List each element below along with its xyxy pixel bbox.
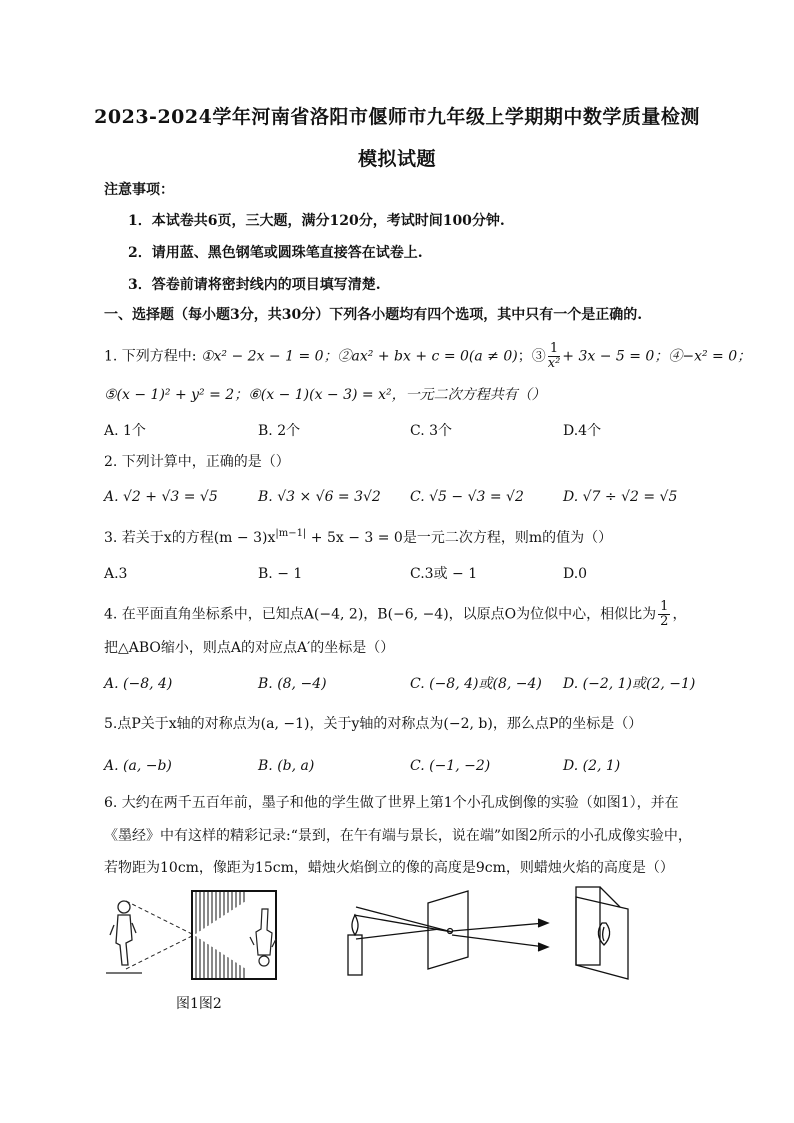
q1-eq3-numerator: 1 <box>548 342 561 357</box>
q3-option-b: B. − 1 <box>258 566 303 582</box>
notice-item-2: 2．请用蓝、黑色钢笔或圆珠笔直接答在试卷上. <box>128 245 423 261</box>
q1-line1 <box>104 342 751 371</box>
q2-option-d: D. √7 ÷ √2 = √5 <box>563 489 678 505</box>
q1-option-d: D.4个 <box>563 423 602 439</box>
notice-item-1: 1．本试卷共6页，三大题，满分120分，考试时间100分钟. <box>128 213 505 229</box>
figure-caption: 图1图2 <box>176 996 222 1012</box>
q3-exponent: |m−1| <box>275 528 307 539</box>
q5-option-c: C. (−1, −2) <box>410 758 491 774</box>
exam-title-line2: 模拟试题 <box>357 148 436 170</box>
exam-title-line1: 2023-2024学年河南省洛阳市偃师市九年级上学期期中数学质量检测 <box>94 106 700 128</box>
q6-line1: 6. 大约在两千五百年前，墨子和他的学生做了世界上第1个小孔成倒像的实验（如图1），并在 <box>104 795 679 811</box>
q2-stem: 2. 下列计算中，正确的是（） <box>104 454 290 470</box>
q4-option-a: A. (−8, 4) <box>104 676 173 692</box>
q3-stem-part2: + 5x − 3 = 0是一元二次方程，则m的值为（） <box>306 530 613 546</box>
q1-eq3-fraction <box>548 342 561 371</box>
q3-option-c: C.3或 − 1 <box>410 566 478 582</box>
figure-2-pinhole-candle <box>340 885 630 985</box>
q4-option-b: B. (8, −4) <box>258 676 327 692</box>
q6-line3: 若物距为10cm，像距为15cm，蜡烛火焰倒立的像的高度是9cm，则蜡烛火焰的高度是（） <box>104 860 674 876</box>
section-1-heading: 一、选择题（每小题3分，共30分）下列各小题均有四个选项，其中只有一个是正确的. <box>104 307 643 323</box>
q3-stem-part1: 3. 若关于x的方程(m − 3)x <box>104 530 276 546</box>
q3-option-a: A.3 <box>104 566 128 582</box>
figure-1-pinhole-person <box>104 885 284 985</box>
q4-option-d: D. (−2, 1)或(2, −1) <box>563 676 696 692</box>
q1-eq2: ；②ax² + bx + c = 0(a ≠ 0) <box>323 348 518 365</box>
q3-stem <box>104 528 612 550</box>
q4-ratio-numerator: 1 <box>660 599 669 614</box>
q1-eq3-denominator: x² <box>547 356 561 371</box>
q5-stem: 5.点P关于x轴的对称点为(a, −1)，关于y轴的对称点为(−2, b)，那么点P的坐标是（） <box>104 716 643 732</box>
q1-option-c: C. 3个 <box>410 423 453 439</box>
q1-eq4: ；④−x² = 0； <box>654 348 752 365</box>
q4-line1-text: 4. 在平面直角坐标系中，已知点A(−4, 2)，B(−6, −4)，以原点O为位似中心，相似比为 <box>104 606 657 623</box>
q4-ratio-denominator: 2 <box>660 614 669 629</box>
q1-eq3-prefix: ；③ <box>517 348 546 365</box>
q5-option-b: B. (b, a) <box>258 758 315 774</box>
q1-line2: ⑤(x − 1)² + y² = 2；⑥(x − 1)(x − 3) = x²，一元二次方程共有（） <box>104 387 546 403</box>
q1-option-a: A. 1个 <box>104 423 146 439</box>
q2-option-a: A. √2 + √3 = √5 <box>104 489 218 505</box>
q6-line2: 《墨经》中有这样的精彩记录:“景到，在午有端与景长，说在端”如图2所示的小孔成像实验中， <box>104 828 692 844</box>
notice-item-3: 3．答卷前请将密封线内的项目填写清楚. <box>128 277 381 293</box>
q4-line2: 把△ABO缩小，则点A的对应点A′的坐标是（） <box>104 640 395 656</box>
notice-heading: 注意事项： <box>104 182 174 198</box>
q2-option-c: C. √5 − √3 = √2 <box>410 489 524 505</box>
q4-line1-end: ， <box>672 606 687 623</box>
q1-prefix: 1. 下列方程中: <box>104 348 201 365</box>
q5-option-a: A. (a, −b) <box>104 758 172 774</box>
q5-option-d: D. (2, 1) <box>563 758 621 774</box>
q4-line1 <box>104 600 686 629</box>
q3-option-d: D.0 <box>563 566 588 582</box>
q1-eq1: ①x² − 2x − 1 = 0 <box>200 348 324 365</box>
q2-option-b: B. √3 × √6 = 3√2 <box>258 489 381 505</box>
q1-eq3-rest: + 3x − 5 = 0 <box>562 348 655 365</box>
q4-option-c: C. (−8, 4)或(8, −4) <box>410 676 542 692</box>
q1-option-b: B. 2个 <box>258 423 301 439</box>
q4-ratio-fraction <box>658 600 670 629</box>
